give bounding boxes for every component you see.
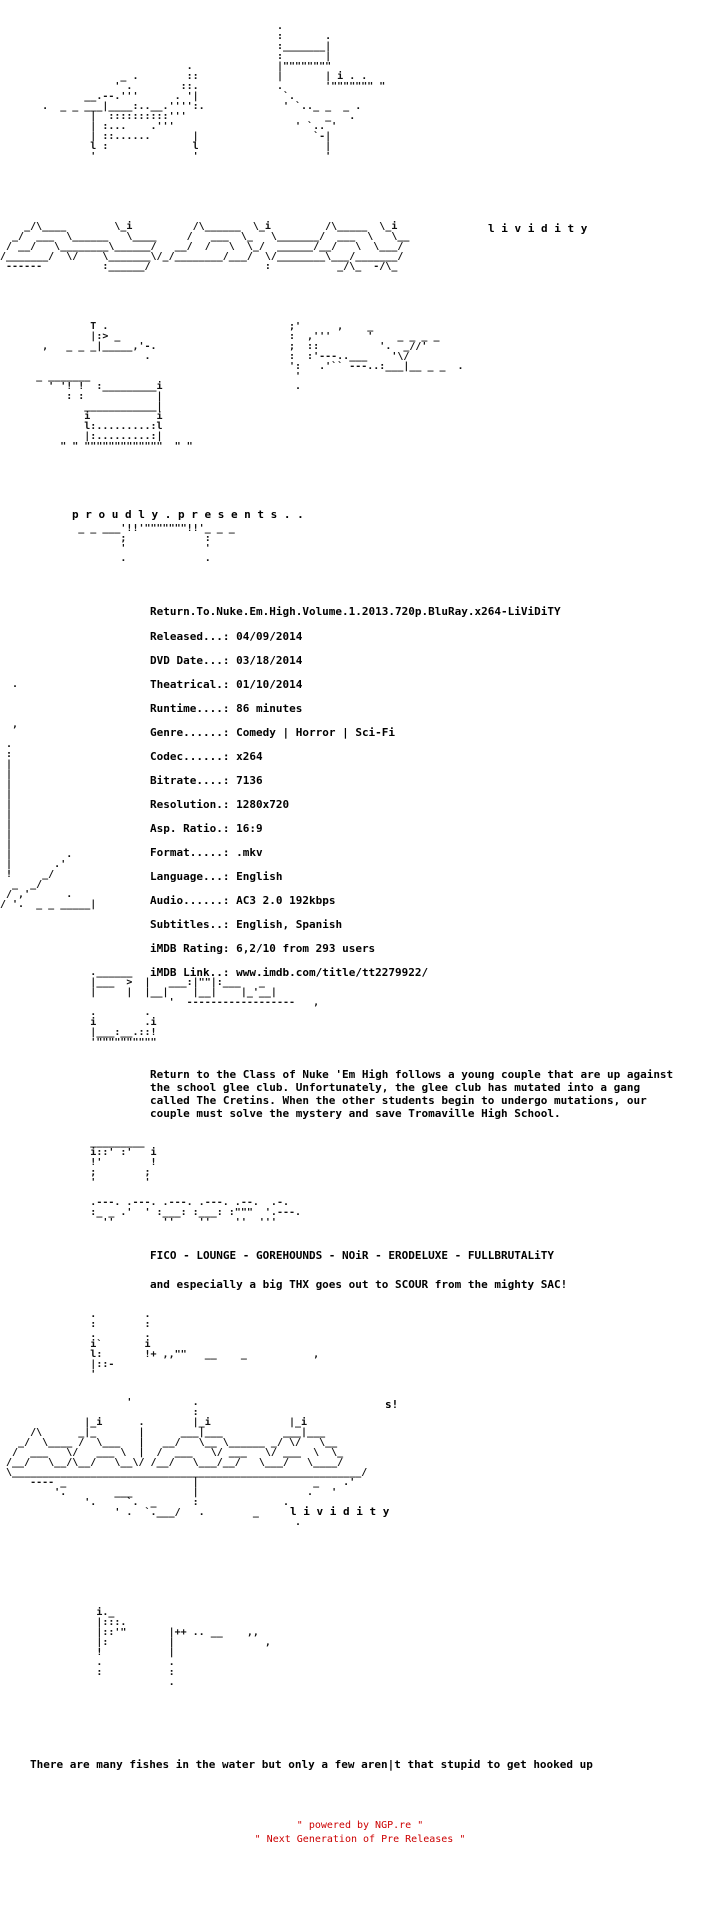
bottom-tagline: l i v i d i t y [290,1505,390,1518]
footer-tagline: " Next Generation of Pre Releases " [254,1834,466,1845]
greets-thanks: and especially a big THX goes out to SCOUR from the mighty SAC! [150,1278,568,1291]
info-value: x264 [236,750,263,763]
info-key: Theatrical.: [150,678,230,691]
info-row [150,726,670,750]
info-value: www.imdb.com/title/tt2279922/ [236,966,429,979]
info-value: 01/10/2014 [236,678,303,691]
info-row [150,750,670,774]
release-name: Return.To.Nuke.Em.High.Volume.1.2013.720p.BluRay.x264-LiViDiTY [150,605,561,618]
proudly-presents: p r o u d l y . p r e s e n t s . . [72,508,304,521]
info-key: Genre......: [150,726,230,739]
plot-header-art: .______ |___ > | ___:|""|:___ _ | | |__| |__| |_'__| ' ------------------ , . . i .i |___:__.::! '"""""""""" [90,967,320,1048]
info-value: 7136 [236,774,263,787]
info-value: English [236,870,283,883]
info-value: 03/18/2014 [236,654,303,667]
info-key: iMDB Rating: [150,942,230,955]
info-key: iMDB Link..: [150,966,230,979]
info-value: 04/09/2014 [236,630,303,643]
info-key: Bitrate....: [150,774,230,787]
info-key: Asp. Ratio.: [150,822,230,835]
info-value: 16:9 [236,822,263,835]
footer-powered-by: " powered by NGP.re " [296,1820,424,1831]
greets-groups: FICO - LOUNGE - GOREHOUNDS - NOiR - ERODELUXE - FULLBRUTALiTY [150,1249,554,1262]
greets-header-art: _________ i::' :' i !' ! ; ; ' ' .---. .---. .---. .---. .--. .-. :_ _ .' ' :___: :___: :""" '.---. '' '' '' '' ''' [90,1137,302,1228]
info-value: Comedy | Horror | Sci-Fi [236,726,396,739]
plot-text: Return to the Class of Nuke 'Em High follows a young couple that are up against the school glee club. Unfortunately, the glee club has mutated into a gang called The Cretins. When the other students begin to undergo mutations, our couple must solve the mystery and save Tromaville High School. [150,1068,680,1120]
info-row [150,942,670,966]
info-row [150,894,670,918]
info-value: 86 minutes [236,702,303,715]
info-row [150,630,670,654]
info-row [150,870,670,894]
top-logo-lower-art: T . ;' , _ |:> _ : ,''' ' _ _ _ _ , _ _ _|_____,'-. ; :: '. _//' . : :'---..___ '\/ ': .'`` ---..:___|__ _ _ . _ _______ ' ' '! ! :_________i . : : | ____________| i i l:.........:l |:.........:| " " """"""""""""" " " [36,321,464,452]
top-logo-wordmark: _/\____ \_i /\______ \_i /\_____ \_i _/ ___ \______ \____ / ___ \_ \_______/ ___ \ \__ / __/ \________\______/ __/ / \ \_/ ______/__/ \ \___/ /_______/ \/ \_______\/_/________/___/ \/________\___/_______/ ------ :______/ : _/\_ -/\_ [0,221,410,272]
closing-quote: There are many fishes in the water but only a few aren|t that stupid to get hooked up [30,1758,593,1771]
info-key: Language...: [150,870,230,883]
info-row [150,918,670,942]
bottom-logo-art: ' . : |_i . |_i |_i /\ _|_ | ___|___ ___|___ _/ \____ / \___ | __/ \__ \______ _/ \/ \__ / ___ \/ ___ \ | / ___ \/ ___ \/ ___ \ \_ /__/ \__/\__/ \__\/ /__/ \___/__/ \___/ \____/ \__________________________________________________________/ ---- _ | _ .' '. ___ | . ' '. `. _ : . ' . `.___/ . _ . [6,1397,368,1528]
info-key: Subtitles..: [150,918,230,931]
info-row [150,798,670,822]
presents-divider-art: _ _ ___'!!'"""""""!!'_ _ _ ; : ' ' . . [78,523,235,564]
info-key: Format.....: [150,846,230,859]
info-row [150,774,670,798]
top-tagline: l i v i d i t y [488,222,588,235]
left-border-art: . , . : | | | | | | | | | | . | .' ! _/ _ _/ / ,' . / '. _ _ _____| [0,679,97,910]
info-value: .mkv [236,846,263,859]
info-row [150,654,670,678]
info-value: 1280x720 [236,798,290,811]
info-key: Codec......: [150,750,230,763]
info-value: 6,2/10 from 293 users [236,942,376,955]
info-key: DVD Date...: [150,654,230,667]
info-row [150,702,670,726]
bottom-small-art: i._ |:::. |::'" |++ .. __ ,, |: | , ! | . . : : . [96,1607,271,1688]
info-row [150,822,670,846]
info-key: Released...: [150,630,230,643]
info-row [150,846,670,870]
info-value: AC3 2.0 192kbps [236,894,336,907]
top-logo-art: . : . :_______| : | . |"""""""" _ . :: | | i . . ' . ::. . '""""""" " __.--.''' . '| `. . _ _ ___|____:..__.'''':. ' `.._ _ _ . | ::::::::::''' _ . | :... .''' ' `.. ' | ::...... | `-| l : l | ' ' ' [42,21,386,162]
greets-footer-art: . . : : . . i` i l: !+ ,,"" __ _ , |::- ' [90,1309,320,1380]
info-value: English, Spanish [236,918,343,931]
bottom-s-mark: s! [385,1398,399,1411]
info-key: Runtime....: [150,702,230,715]
info-key: Audio......: [150,894,230,907]
release-info-table [150,630,670,990]
info-key: Resolution.: [150,798,230,811]
info-row [150,678,670,702]
